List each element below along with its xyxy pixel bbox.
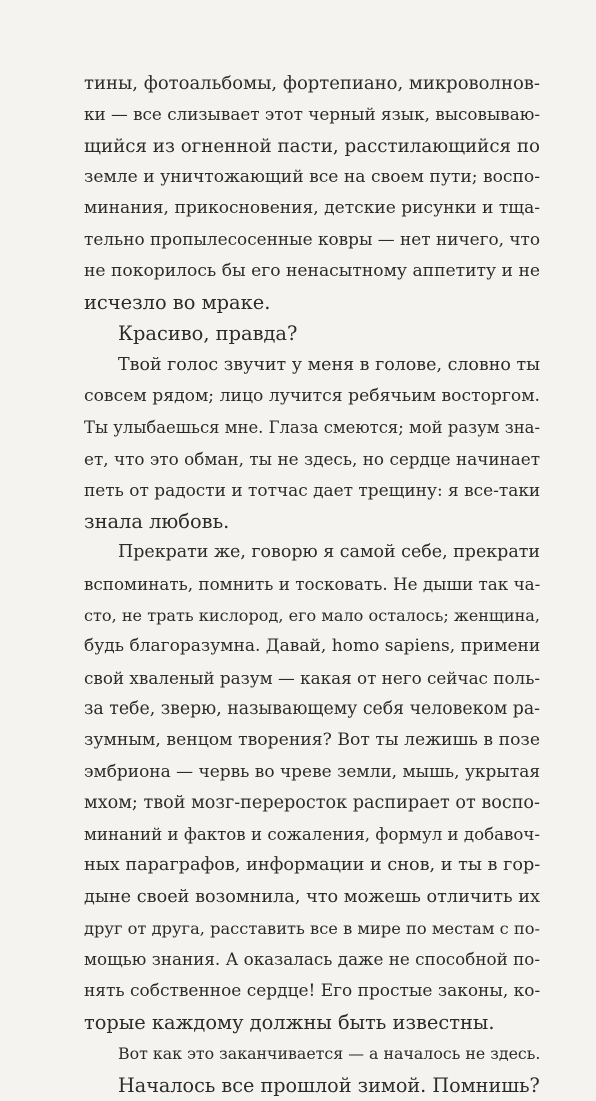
text-line: вспоминать, помнить и тосковать. Не дыши так ча- (84, 573, 541, 594)
text-line: сто, не трать кислород, его мало осталось; женщина, (84, 606, 540, 626)
text-line: Красиво, правда? (118, 322, 298, 346)
text-line: за тебе, зверю, называющему себя человеком ра- (84, 698, 541, 719)
text-line: тельно пропылесосенные ковры — нет ничего, что (84, 229, 540, 250)
text-line: минания, прикосновения, детские рисунки и тща- (84, 198, 540, 219)
text-line: Ты улыбаешься мне. Глаза смеются; мой разум зна- (84, 418, 540, 438)
text-line: минаний и фактов и сожаления, формул и добавоч- (84, 825, 540, 845)
text-line: Началось все прошлой зимой. Помнишь? (118, 1073, 540, 1097)
text-line: не покорилось бы его ненасытному аппетиту и не (84, 260, 540, 281)
text-line: земле и уничтожающий все на своем пути; воспо- (84, 166, 540, 187)
text-line: исчезло во мраке. (84, 291, 271, 315)
text-line: будь благоразумна. Давай, homo sapiens, примени (84, 636, 541, 657)
text-line: мощью знания. А оказалась даже не способной по- (84, 949, 540, 970)
text-line: нять собственное сердце! Его простые законы, ко- (84, 980, 541, 1001)
text-line: мхом; твой мозг-переросток распирает от воспо- (84, 792, 540, 813)
text-line: эмбриона — червь во чреве земли, мышь, укрытая (84, 761, 541, 782)
text-line: ки — все слизывает этот черный язык, высовываю- (84, 104, 540, 125)
text-line: Вот как это заканчивается — а началось не здесь. (118, 1044, 541, 1064)
text-line: ных параграфов, информации и снов, и ты в гор- (84, 855, 541, 876)
text-line: торые каждому должны быть известны. (84, 1010, 495, 1034)
body-text (84, 68, 540, 1101)
text-line: дыне своей возомнила, что можешь отличить их (84, 886, 540, 907)
text-line: Прекрати же, говорю я самой себе, прекрати (118, 542, 540, 563)
text-line: Твой голос звучит у меня в голове, словно ты (118, 354, 540, 375)
text-line: ет, что это обман, ты не здесь, но сердце начинает (84, 448, 540, 469)
text-line: знала любовь. (84, 510, 230, 534)
text-line: тины, фотоальбомы, фортепиано, микроволнов- (84, 73, 540, 94)
text-line: совсем рядом; лицо лучится ребячьим восторгом. (84, 385, 540, 406)
text-line: щийся из огненной пасти, расстилающийся по (84, 135, 540, 157)
text-line: зумным, венцом творения? Вот ты лежишь в позе (84, 730, 540, 751)
text-line: свой хваленый разум — какая от него сейчас поль- (84, 667, 540, 688)
text-line: друг от друга, расставить все в мире по местам с по- (84, 919, 541, 939)
text-line: петь от радости и тотчас дает трещину: я все-таки (84, 479, 541, 500)
